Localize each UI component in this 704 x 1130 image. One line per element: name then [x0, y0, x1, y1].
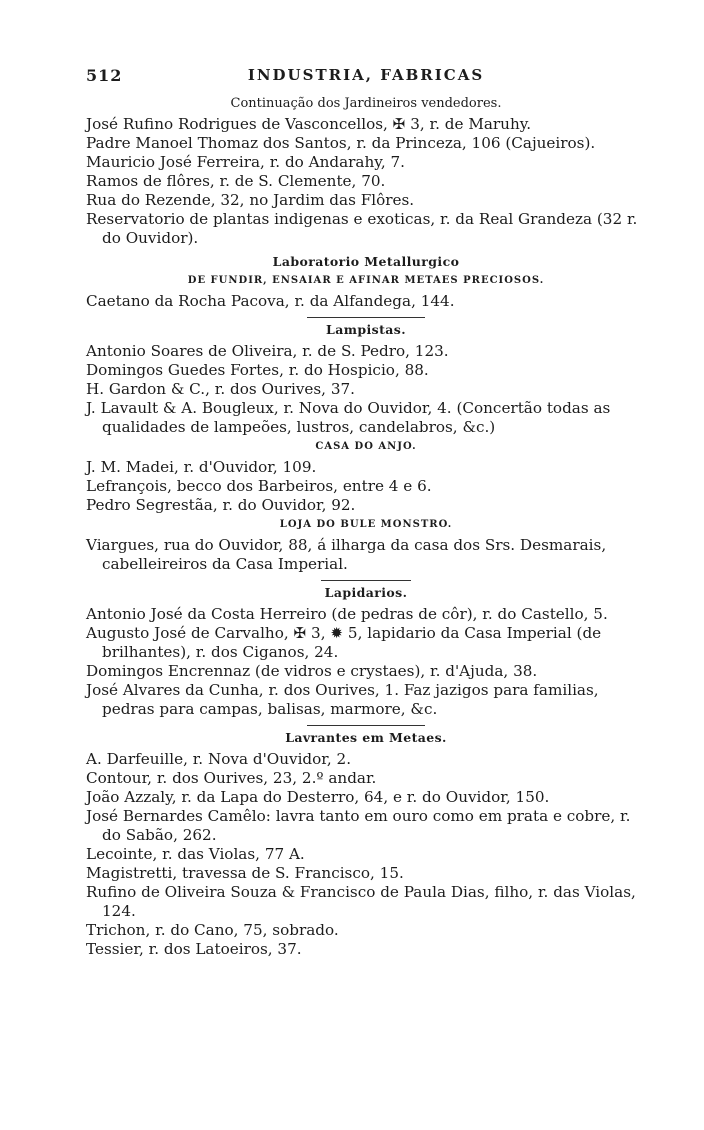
list-item: Mauricio José Ferreira, r. do Andarahy, 7. — [86, 153, 405, 171]
running-title: INDUSTRIA, FABRICAS — [247, 66, 485, 84]
list-item: J. M. Madei, r. d'Ouvidor, 109. — [86, 458, 317, 476]
list-item: Padre Manoel Thomaz dos Santos, r. da Princeza, 106 (Cajueiros). — [86, 134, 596, 152]
list-item: Augusto José de Carvalho, ✠ 3, ✹ 5, lapidario da Casa Imperial (de brilhantes), r. dos Ciganos, 24. — [86, 624, 602, 661]
subsection-title: CASA DO ANJO. — [315, 441, 417, 452]
list-item: Rufino de Oliveira Souza & Francisco de Paula Dias, filho, r. das Violas, 124. — [86, 883, 636, 920]
section-subtitle: DE FUNDIR, ENSAIAR E AFINAR METAES PRECIOSOS. — [187, 275, 545, 286]
list-item: José Rufino Rodrigues de Vasconcellos, ✠ 3, r. de Maruhy. — [86, 115, 532, 133]
list-item: Caetano da Rocha Pacova, r. da Alfandega, 144. — [86, 292, 455, 310]
list-item: Trichon, r. do Cano, 75, sobrado. — [86, 921, 339, 939]
subsection-title: LOJA DO BULE MONSTRO. — [279, 519, 453, 530]
list-item: Reservatorio de plantas indigenas e exoticas, r. da Real Grandeza (32 r. do Ouvidor). — [86, 210, 638, 247]
list-item: Viargues, rua do Ouvidor, 88, á ilharga da casa dos Srs. Desmarais, cabelleireiros da Casa Imperial. — [86, 536, 607, 573]
list-item: Pedro Segrestãa, r. do Ouvidor, 92. — [86, 496, 356, 514]
section-title: Lampistas. — [326, 322, 406, 337]
list-item: Lecointe, r. das Violas, 77 A. — [86, 845, 305, 863]
list-item: Antonio José da Costa Herreiro (de pedras de côr), r. do Castello, 5. — [86, 605, 608, 623]
section-laboratorio-metallurgico — [86, 254, 646, 311]
list-item: Lefrançois, becco dos Barbeiros, entre 4 e 6. — [86, 477, 432, 495]
list-item: A. Darfeuille, r. Nova d'Ouvidor, 2. — [86, 750, 352, 768]
section-lampistas — [86, 317, 646, 574]
section-jardineiros — [86, 96, 646, 248]
list-item: Domingos Encrennaz (de vidros e crystaes), r. d'Ajuda, 38. — [86, 662, 538, 680]
list-item: José Alvares da Cunha, r. dos Ourives, 1. Faz jazigos para familias, pedras para campas, balisas, marmore, &c. — [86, 681, 599, 718]
page-number: 512 — [86, 66, 123, 85]
continuation-title: Continuação dos Jardineiros vendedores. — [230, 96, 502, 111]
divider — [307, 317, 425, 318]
list-item: H. Gardon & C., r. dos Ourives, 37. — [86, 380, 355, 398]
divider — [321, 580, 411, 581]
list-item: J. Lavault & A. Bougleux, r. Nova do Ouvidor, 4. (Concertão todas as qualidades de lampeões, lustros, candelabros, &c.) — [86, 399, 611, 436]
section-title: Laboratorio Metallurgico — [272, 254, 460, 269]
list-item: José Bernardes Camêlo: lavra tanto em ouro como em prata e cobre, r. do Sabão, 262. — [86, 807, 631, 844]
list-item: Rua do Rezende, 32, no Jardim das Flôres. — [86, 191, 415, 209]
list-item: Domingos Guedes Fortes, r. do Hospicio, 88. — [86, 361, 429, 379]
section-lavrantes-em-metaes — [86, 725, 646, 959]
page-header — [86, 66, 646, 88]
list-item: Tessier, r. dos Latoeiros, 37. — [86, 940, 302, 958]
divider — [307, 725, 425, 726]
section-lapidarios — [86, 580, 646, 719]
list-item: Magistretti, travessa de S. Francisco, 15. — [86, 864, 404, 882]
page-content — [86, 96, 646, 959]
list-item: Ramos de flôres, r. de S. Clemente, 70. — [86, 172, 386, 190]
list-item: Contour, r. dos Ourives, 23, 2.º andar. — [86, 769, 377, 787]
section-title: Lapidarios. — [324, 585, 408, 600]
list-item: Antonio Soares de Oliveira, r. de S. Pedro, 123. — [86, 342, 449, 360]
list-item: João Azzaly, r. da Lapa do Desterro, 64, e r. do Ouvidor, 150. — [86, 788, 550, 806]
section-title: Lavrantes em Metaes. — [285, 730, 447, 745]
